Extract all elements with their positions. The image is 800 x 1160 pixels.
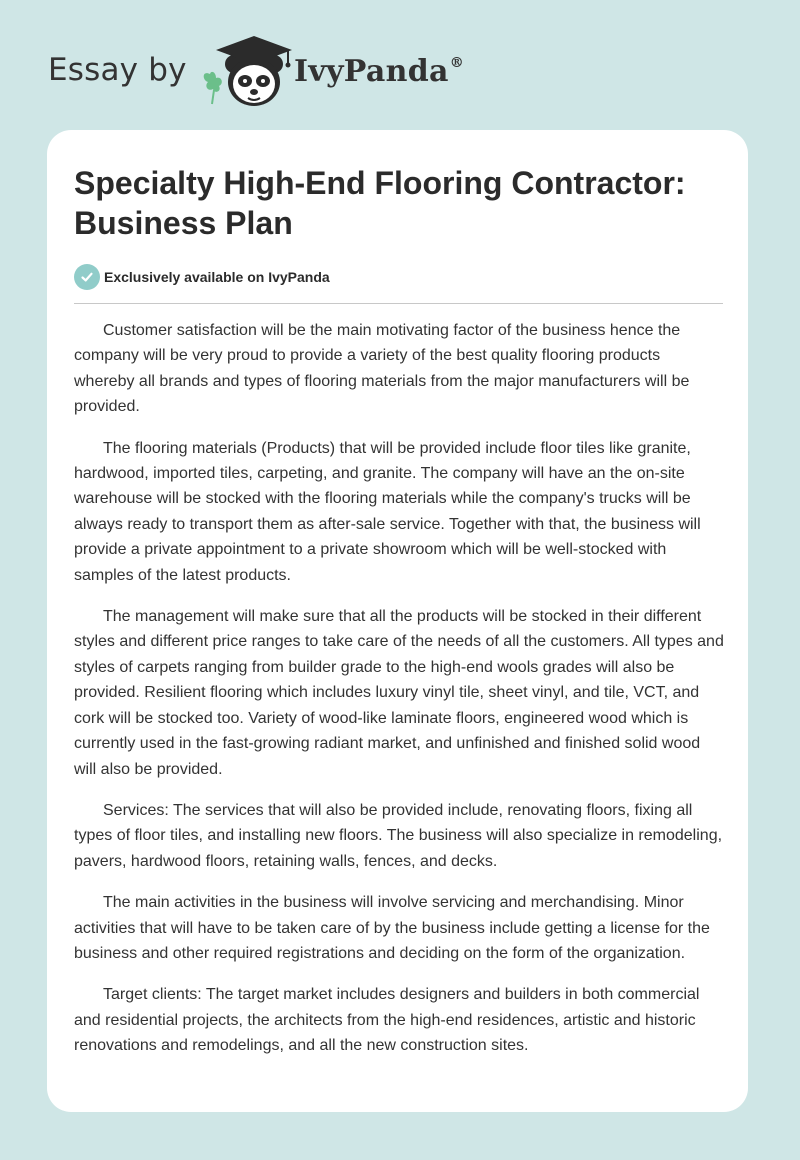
paragraph: The main activities in the business will involve servicing and merchandising. Minor activities that will have to be taken care of by the business include getting a license for the business and other required registrations and deciding on the form of the organization.: [74, 894, 710, 962]
essay-card: [47, 130, 748, 1112]
checkmark-icon: [80, 270, 94, 284]
divider: [74, 303, 723, 304]
paragraph: Target clients: The target market includes designers and builders in both commercial and residential projects, the architects from the high-end residences, artistic and historic renovations and remodelings, and all the new construction sites.: [74, 986, 700, 1055]
registered-mark: ®: [449, 55, 465, 71]
page-title: Specialty High-End Flooring Contractor: Business Plan: [74, 165, 686, 241]
brand-prefix: Essay by: [48, 52, 187, 88]
paragraph: Customer satisfaction will be the main motivating factor of the business hence the company will be very proud to provide a variety of the best quality flooring products whereby all brands and types of flooring materials from the major manufacturers will be provided.: [74, 322, 690, 416]
brand-name-text: IvyPanda: [294, 54, 449, 89]
check-circle-icon: [74, 264, 100, 290]
badge-label: Exclusively available on IvyPanda: [104, 269, 330, 285]
brand-header[interactable]: [48, 32, 488, 112]
brand-name: [294, 54, 464, 89]
exclusive-badge: [74, 264, 330, 290]
paragraph: The flooring materials (Products) that will be provided include floor tiles like granite, hardwood, imported tiles, carpeting, and granite. The company will have an the on-site warehouse will be stocked with the flooring materials while the company's trucks will be always ready to transport them as after-sale service. Together with that, the business will provide a private appointment to a private showroom which will be well-stocked with samples of the latest products.: [74, 439, 701, 584]
paragraph: Services: The services that will also be provided include, renovating floors, fixing all types of floor tiles, and installing new floors. The business will also specialize in remodeling, pavers, hardwood floors, retaining walls, fences, and decks.: [74, 801, 723, 870]
essay-body: [74, 318, 724, 1075]
panda-graduate-icon: [200, 34, 300, 110]
paragraph: The management will make sure that all the products will be stocked in their different styles and different price ranges to take care of the needs of all the customers. All types and styles of carpets ranging from builder grade to the high-end wools grades will also be provided. Resilient flooring which includes luxury vinyl tile, sheet vinyl, and tile, VCT, and cork will be stocked too. Variety of wood-like laminate floors, engineered wood which is currently used in the fast-growing radiant market, and unfinished and finished solid wood will also be provided.: [74, 608, 724, 778]
